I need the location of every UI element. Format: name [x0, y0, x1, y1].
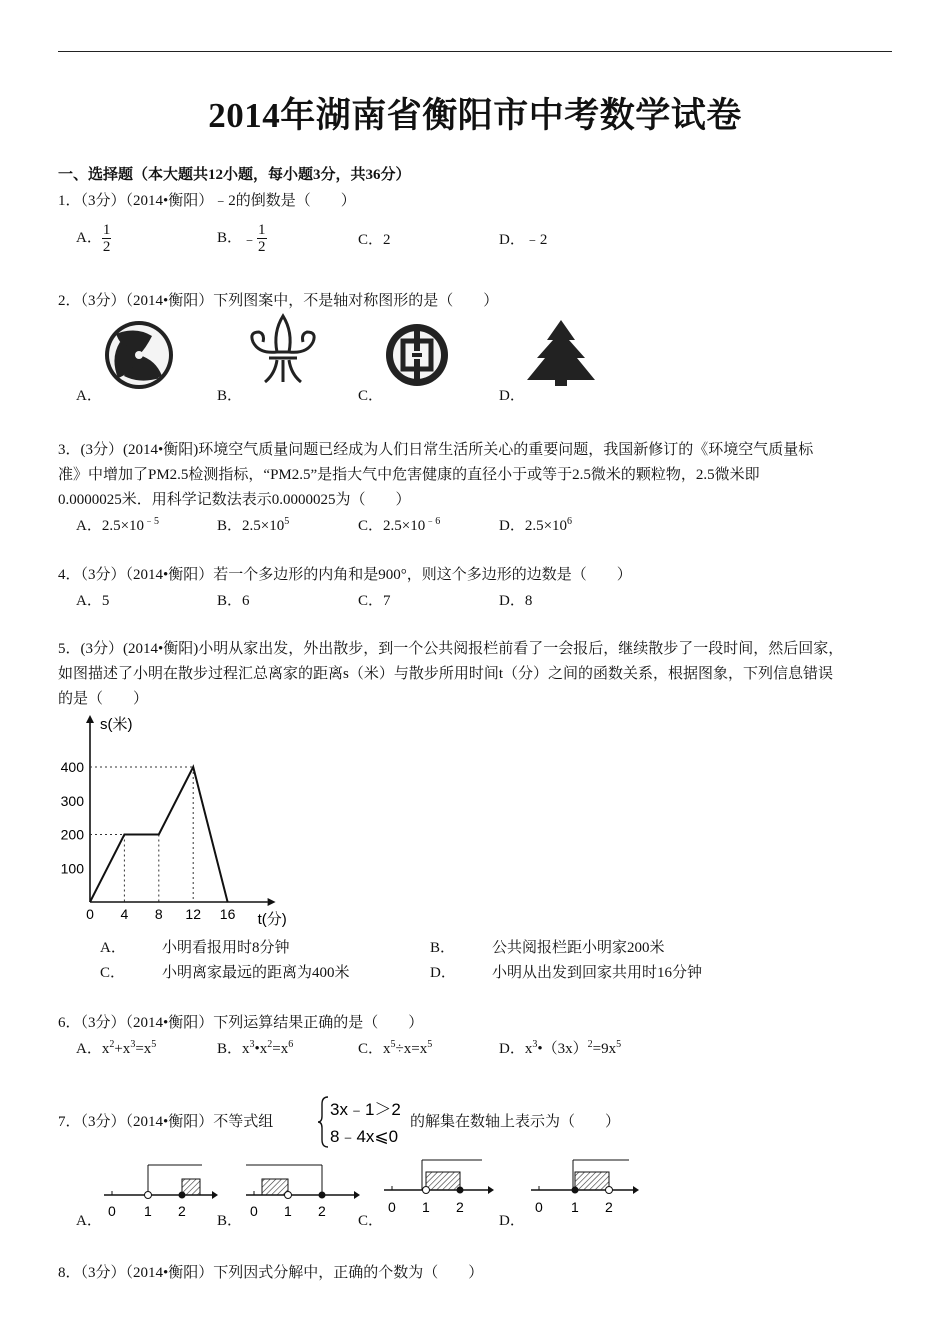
- q3-option-b: [217, 514, 289, 535]
- q3-option-a: [76, 514, 159, 535]
- q3-stem-line-3: 0.0000025米．用科学记数法表示0.0000025为（ ）: [58, 492, 411, 508]
- q1-option-b-fraction: [257, 222, 267, 255]
- tick-label: 2: [605, 1199, 613, 1215]
- q2-option-b: B．: [217, 388, 243, 404]
- q5-option-a-text: 小明看报用时8分钟: [162, 940, 290, 956]
- q5-stem: [58, 637, 894, 712]
- number-line-b: [240, 1158, 360, 1220]
- q5-option-d-text: 小明从出发到回家共用时16分钟: [492, 965, 703, 981]
- q2-option-a: A．: [76, 388, 102, 404]
- q5-option-d-label: D．: [430, 965, 456, 981]
- term: ÷x=x: [395, 1041, 428, 1057]
- y-tick-label: 300: [60, 792, 84, 809]
- q6-option-d: [499, 1037, 621, 1058]
- tick-label: 1: [284, 1203, 292, 1219]
- q6-option-a: [76, 1037, 156, 1058]
- tick-label: 0: [108, 1203, 116, 1219]
- q1-stem: 1．（3分）（2014•衡阳）﹣2的倒数是（ ）: [58, 193, 356, 209]
- tick-label: 2: [456, 1199, 464, 1215]
- q3-option-c: [358, 514, 440, 535]
- swirl-circle-icon: [102, 320, 176, 390]
- option-text: D．2.5×10: [499, 518, 568, 534]
- exponent: 5: [151, 1039, 157, 1050]
- tick-label: 0: [535, 1199, 543, 1215]
- inequality-system: [318, 1094, 410, 1150]
- q1-option-a: [76, 222, 111, 255]
- left-brace-icon: [318, 1097, 328, 1147]
- q1-option-b-label: B．: [217, 229, 243, 246]
- exponent: 2: [267, 1039, 273, 1050]
- number-line-a: [98, 1158, 218, 1220]
- term: =9x: [592, 1041, 617, 1057]
- q5-stem-line-1: 5．(3分）(2014•衡阳)小明从家出发，外出散步，到一个公共阅报栏前看了一会报后，继续散步了一段时间，然后回家，: [58, 641, 844, 657]
- option-text: A．2.5×10: [76, 518, 145, 534]
- term: •x: [254, 1041, 268, 1057]
- q7-option-c: C．: [358, 1213, 384, 1229]
- fleur-de-lis-icon: [243, 312, 323, 390]
- header-rule: [58, 51, 892, 52]
- q8-stem: 8．（3分）（2014•衡阳）下列因式分解中，正确的个数为（ ）: [58, 1265, 484, 1281]
- chart-axes: [86, 715, 276, 906]
- q3-stem: [58, 438, 894, 513]
- q7-option-a: A．: [76, 1213, 102, 1229]
- q5-option-c-label: C．: [100, 965, 126, 981]
- option-text: C．2.5×10: [358, 518, 426, 534]
- y-tick-label: 200: [60, 826, 84, 843]
- x-axis-arrow: [268, 898, 276, 906]
- section-heading: 一、选择题（本大题共12小题，每小题3分，共36分）: [58, 167, 411, 183]
- q2-option-d: D．: [499, 388, 525, 404]
- exponent: 3: [532, 1039, 538, 1050]
- tick-label: 1: [144, 1203, 152, 1219]
- tick-label: 1: [571, 1199, 579, 1215]
- exponent: 5: [284, 516, 290, 527]
- fraction-denominator: 2: [102, 239, 111, 255]
- q1-option-a-label: A．: [76, 229, 102, 246]
- q4-option-c: C．7: [358, 593, 391, 609]
- tick-label: 0: [388, 1199, 396, 1215]
- x-tick-label: 0: [86, 906, 94, 922]
- q5-option-b-text: 公共阅报栏距小明家200米: [492, 940, 665, 956]
- exponent: 6: [288, 1039, 294, 1050]
- q7-stem-pre: 7．（3分）（2014•衡阳）不等式组: [58, 1114, 274, 1130]
- fraction-numerator: 1: [102, 222, 111, 238]
- tick-label: 1: [422, 1199, 430, 1215]
- q7-stem-post: 的解集在数轴上表示为（ ）: [410, 1114, 621, 1130]
- q1-option-b: [217, 222, 267, 255]
- exponent: 2: [109, 1039, 115, 1050]
- q6-stem: 6．（3分）（2014•衡阳）下列运算结果正确的是（ ）: [58, 1015, 424, 1031]
- bank-logo-icon: [384, 322, 450, 388]
- term: •（3x）: [537, 1041, 588, 1057]
- exponent: 3: [249, 1039, 255, 1050]
- q2-option-c: C．: [358, 388, 384, 404]
- q1-option-d: D．﹣2: [499, 232, 548, 248]
- q5-stem-line-3: 的是（ ）: [58, 691, 149, 707]
- page-title: 2014年湖南省衡阳市中考数学试卷: [208, 96, 742, 135]
- q4-option-b: B．6: [217, 593, 250, 609]
- distance-time-chart: [50, 708, 310, 933]
- number-line-c: [380, 1150, 495, 1220]
- q3-option-d: [499, 514, 572, 535]
- q5-option-c-text: 小明离家最远的距离为400米: [162, 965, 350, 981]
- fraction-denominator: 2: [258, 239, 266, 255]
- q5-option-a-label: A．: [100, 940, 126, 956]
- q7-option-b: B．: [217, 1213, 243, 1229]
- inequality-2: 8﹣4x⩽0: [330, 1127, 399, 1146]
- exponent: 5: [427, 1039, 433, 1050]
- exponent: ﹣6: [425, 516, 441, 527]
- tick-label: 2: [318, 1203, 326, 1219]
- exponent: 6: [567, 516, 573, 527]
- tick-label: 2: [178, 1203, 186, 1219]
- term: =x: [272, 1041, 289, 1057]
- q6-option-c: [358, 1037, 432, 1058]
- term: A．x: [76, 1041, 110, 1057]
- q4-option-d: D．8: [499, 593, 533, 609]
- exponent: ﹣5: [144, 516, 160, 527]
- y-axis-label: s(米): [100, 716, 133, 733]
- inequality-1: 3x﹣1＞2: [330, 1100, 401, 1119]
- exponent: 5: [390, 1039, 396, 1050]
- y-axis-arrow: [86, 715, 94, 723]
- term: +x: [114, 1041, 131, 1057]
- x-tick-label: 12: [185, 906, 201, 922]
- q3-stem-line-2: 准》中增加了PM2.5检测指标，“PM2.5”是指大气中危害健康的直径小于或等于2.5微米的颗粒物，2.5微米即: [58, 467, 760, 483]
- x-tick-label: 16: [219, 906, 236, 922]
- q4-stem: 4．（3分）（2014•衡阳）若一个多边形的内角和是900°，则这个多边形的边数是（ ）: [58, 567, 632, 583]
- fraction-numerator: 1: [258, 222, 266, 238]
- q1-option-c: C．2: [358, 232, 391, 248]
- option-text: B．2.5×10: [217, 518, 285, 534]
- term: D．x: [499, 1041, 533, 1057]
- y-tick-label: 100: [60, 860, 84, 877]
- exponent: 5: [616, 1039, 622, 1050]
- chart-labels: [61, 716, 287, 928]
- x-axis-label: t(分): [257, 911, 287, 928]
- q3-stem-line-1: 3．(3分）(2014•衡阳)环境空气质量问题已经成为人们日常生活所关心的重要问题，我国新修订的《环境空气质量标: [58, 442, 814, 458]
- term: =x: [135, 1041, 152, 1057]
- x-tick-label: 4: [120, 906, 129, 922]
- q2-stem: 2．（3分）（2014•衡阳）下列图案中，不是轴对称图形的是（ ）: [58, 293, 499, 309]
- exponent: 3: [130, 1039, 136, 1050]
- q5-option-b-label: B．: [430, 940, 456, 956]
- term: C．x: [358, 1041, 391, 1057]
- tick-label: 0: [250, 1203, 258, 1219]
- q7-option-d: D．: [499, 1213, 525, 1229]
- pine-tree-icon: [525, 318, 597, 388]
- q1-option-b-sign: ﹣: [242, 232, 258, 248]
- exponent: 2: [587, 1039, 593, 1050]
- number-line-d: [525, 1152, 640, 1220]
- q5-stem-line-2: 如图描述了小明在散步过程汇总离家的距离s（米）与散步所用时间t（分）之间的函数关系，根据图象，下列信息错误: [58, 666, 834, 682]
- term: B．x: [217, 1041, 250, 1057]
- y-tick-label: 400: [60, 759, 84, 775]
- q6-option-b: [217, 1037, 293, 1058]
- q1-option-a-fraction: [102, 222, 112, 255]
- x-tick-label: 8: [154, 906, 163, 922]
- q4-option-a: A．5: [76, 593, 110, 609]
